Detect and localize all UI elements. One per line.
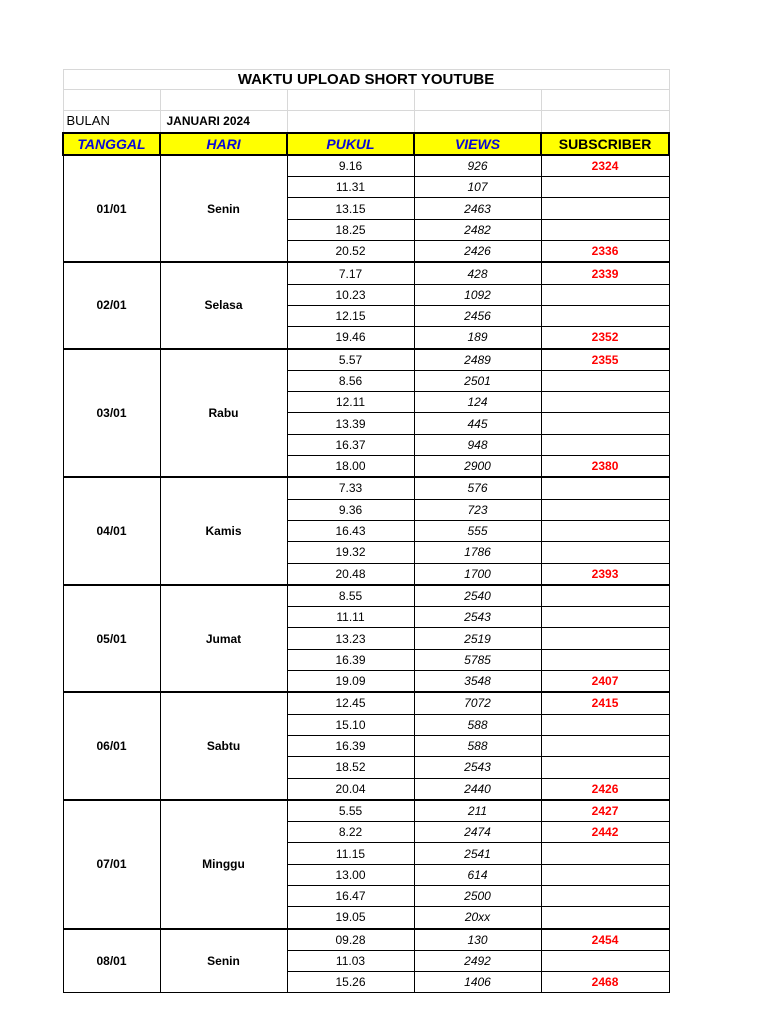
- day-cell[interactable]: Rabu: [160, 349, 287, 478]
- subscriber-cell[interactable]: 2339: [541, 262, 669, 284]
- views-cell[interactable]: 1092: [414, 284, 541, 305]
- table-row: [63, 692, 669, 714]
- views-cell[interactable]: 2519: [414, 628, 541, 649]
- date-cell[interactable]: 03/01: [63, 349, 160, 478]
- table-row: [63, 929, 669, 951]
- subscriber-cell[interactable]: [541, 628, 669, 649]
- time-cell[interactable]: 8.55: [287, 585, 414, 607]
- views-cell[interactable]: 555: [414, 520, 541, 541]
- day-cell[interactable]: Sabtu: [160, 692, 287, 799]
- month-row: [63, 111, 669, 133]
- subscriber-cell[interactable]: [541, 499, 669, 520]
- month-label[interactable]: BULAN: [63, 111, 160, 133]
- subscriber-cell[interactable]: 2393: [541, 563, 669, 585]
- time-cell[interactable]: 15.26: [287, 972, 414, 993]
- views-cell[interactable]: 588: [414, 735, 541, 756]
- time-cell[interactable]: 13.23: [287, 628, 414, 649]
- views-cell[interactable]: 2900: [414, 456, 541, 478]
- subscriber-cell[interactable]: [541, 907, 669, 929]
- views-cell[interactable]: 3548: [414, 671, 541, 693]
- views-cell[interactable]: 1700: [414, 563, 541, 585]
- day-cell[interactable]: Selasa: [160, 262, 287, 348]
- views-cell[interactable]: 2426: [414, 241, 541, 263]
- subscriber-cell[interactable]: 2454: [541, 929, 669, 951]
- subscriber-cell[interactable]: 2415: [541, 692, 669, 714]
- day-cell[interactable]: Senin: [160, 929, 287, 993]
- views-cell[interactable]: 2482: [414, 219, 541, 240]
- views-cell[interactable]: 1786: [414, 542, 541, 563]
- views-cell[interactable]: 2474: [414, 822, 541, 843]
- views-cell[interactable]: 2440: [414, 778, 541, 800]
- time-cell[interactable]: 7.33: [287, 477, 414, 499]
- subscriber-cell[interactable]: [541, 434, 669, 455]
- time-cell[interactable]: 13.00: [287, 864, 414, 885]
- date-cell[interactable]: 08/01: [63, 929, 160, 993]
- subscriber-cell[interactable]: [541, 392, 669, 413]
- empty-cell[interactable]: [414, 111, 541, 133]
- time-cell[interactable]: 9.36: [287, 499, 414, 520]
- views-cell[interactable]: 2543: [414, 607, 541, 628]
- upload-time-spreadsheet: [62, 69, 670, 993]
- empty-cell[interactable]: [63, 90, 160, 111]
- header-tanggal[interactable]: TANGGAL: [63, 133, 160, 155]
- views-cell[interactable]: 2541: [414, 843, 541, 864]
- subscriber-cell[interactable]: 2407: [541, 671, 669, 693]
- time-cell[interactable]: 16.43: [287, 520, 414, 541]
- time-cell[interactable]: 20.04: [287, 778, 414, 800]
- table-row: [63, 585, 669, 607]
- table-row: [63, 155, 669, 177]
- time-cell[interactable]: 20.48: [287, 563, 414, 585]
- views-cell[interactable]: 588: [414, 714, 541, 735]
- subscriber-cell[interactable]: 2324: [541, 155, 669, 177]
- header-views[interactable]: VIEWS: [414, 133, 541, 155]
- time-cell[interactable]: 20.52: [287, 241, 414, 263]
- time-cell[interactable]: 19.09: [287, 671, 414, 693]
- time-cell[interactable]: 18.25: [287, 219, 414, 240]
- header-pukul[interactable]: PUKUL: [287, 133, 414, 155]
- subscriber-cell[interactable]: [541, 714, 669, 735]
- views-cell[interactable]: 211: [414, 800, 541, 822]
- time-cell[interactable]: 12.15: [287, 305, 414, 326]
- views-cell[interactable]: 2540: [414, 585, 541, 607]
- time-cell[interactable]: 11.11: [287, 607, 414, 628]
- time-cell[interactable]: 09.28: [287, 929, 414, 951]
- time-cell[interactable]: 16.39: [287, 649, 414, 670]
- time-cell[interactable]: 18.52: [287, 757, 414, 778]
- time-cell[interactable]: 7.17: [287, 262, 414, 284]
- time-cell[interactable]: 16.47: [287, 885, 414, 906]
- time-cell[interactable]: 9.16: [287, 155, 414, 177]
- views-cell[interactable]: 723: [414, 499, 541, 520]
- views-cell[interactable]: 2500: [414, 885, 541, 906]
- time-cell[interactable]: 11.15: [287, 843, 414, 864]
- empty-cell[interactable]: [287, 111, 414, 133]
- subscriber-cell[interactable]: 2426: [541, 778, 669, 800]
- views-cell[interactable]: 576: [414, 477, 541, 499]
- subscriber-cell[interactable]: 2442: [541, 822, 669, 843]
- date-cell[interactable]: 05/01: [63, 585, 160, 692]
- views-cell[interactable]: 2456: [414, 305, 541, 326]
- views-cell[interactable]: 2463: [414, 198, 541, 219]
- sheet-title[interactable]: WAKTU UPLOAD SHORT YOUTUBE: [63, 70, 669, 90]
- subscriber-cell[interactable]: 2427: [541, 800, 669, 822]
- time-cell[interactable]: 18.00: [287, 456, 414, 478]
- views-cell[interactable]: 124: [414, 392, 541, 413]
- month-value[interactable]: JANUARI 2024: [160, 111, 287, 133]
- time-cell[interactable]: 8.22: [287, 822, 414, 843]
- empty-cell[interactable]: [541, 90, 669, 111]
- empty-cell[interactable]: [414, 90, 541, 111]
- views-cell[interactable]: 189: [414, 327, 541, 349]
- subscriber-cell[interactable]: [541, 177, 669, 198]
- subscriber-cell[interactable]: [541, 864, 669, 885]
- date-cell[interactable]: 02/01: [63, 262, 160, 348]
- day-cell[interactable]: Kamis: [160, 477, 287, 584]
- subscriber-cell[interactable]: 2380: [541, 456, 669, 478]
- date-cell[interactable]: 04/01: [63, 477, 160, 584]
- time-cell[interactable]: 10.23: [287, 284, 414, 305]
- subscriber-cell[interactable]: 2336: [541, 241, 669, 263]
- table-row: [63, 800, 669, 822]
- time-cell[interactable]: 12.11: [287, 392, 414, 413]
- blank-row: [63, 90, 669, 111]
- subscriber-cell[interactable]: [541, 757, 669, 778]
- views-cell[interactable]: 445: [414, 413, 541, 434]
- time-cell[interactable]: 12.45: [287, 692, 414, 714]
- time-cell[interactable]: 5.55: [287, 800, 414, 822]
- subscriber-cell[interactable]: [541, 843, 669, 864]
- date-cell[interactable]: 01/01: [63, 155, 160, 262]
- views-cell[interactable]: 948: [414, 434, 541, 455]
- day-cell[interactable]: Jumat: [160, 585, 287, 692]
- views-cell[interactable]: 7072: [414, 692, 541, 714]
- date-cell[interactable]: 07/01: [63, 800, 160, 929]
- title-row: [63, 70, 669, 90]
- time-cell[interactable]: 13.39: [287, 413, 414, 434]
- views-cell[interactable]: 428: [414, 262, 541, 284]
- time-cell[interactable]: 13.15: [287, 198, 414, 219]
- time-cell[interactable]: 19.46: [287, 327, 414, 349]
- views-cell[interactable]: 2492: [414, 950, 541, 971]
- subscriber-cell[interactable]: 2468: [541, 972, 669, 993]
- time-cell[interactable]: 11.03: [287, 950, 414, 971]
- subscriber-cell[interactable]: [541, 520, 669, 541]
- views-cell[interactable]: 926: [414, 155, 541, 177]
- empty-cell[interactable]: [287, 90, 414, 111]
- time-cell[interactable]: 8.56: [287, 370, 414, 391]
- subscriber-cell[interactable]: [541, 413, 669, 434]
- views-cell[interactable]: 2501: [414, 370, 541, 391]
- header-subscriber[interactable]: SUBSCRIBER: [541, 133, 669, 155]
- subscriber-cell[interactable]: [541, 370, 669, 391]
- table-row: [63, 477, 669, 499]
- subscriber-cell[interactable]: [541, 477, 669, 499]
- subscriber-cell[interactable]: 2352: [541, 327, 669, 349]
- time-cell[interactable]: 5.57: [287, 349, 414, 371]
- header-row: [63, 133, 669, 155]
- date-cell[interactable]: 06/01: [63, 692, 160, 799]
- subscriber-cell[interactable]: [541, 649, 669, 670]
- subscriber-cell[interactable]: [541, 607, 669, 628]
- subscriber-cell[interactable]: [541, 735, 669, 756]
- header-hari[interactable]: HARI: [160, 133, 287, 155]
- subscriber-cell[interactable]: [541, 305, 669, 326]
- time-cell[interactable]: 11.31: [287, 177, 414, 198]
- subscriber-cell[interactable]: [541, 284, 669, 305]
- table-row: [63, 349, 669, 371]
- subscriber-cell[interactable]: [541, 198, 669, 219]
- empty-cell[interactable]: [160, 90, 287, 111]
- day-cell[interactable]: Minggu: [160, 800, 287, 929]
- views-cell[interactable]: 614: [414, 864, 541, 885]
- day-cell[interactable]: Senin: [160, 155, 287, 262]
- views-cell[interactable]: 107: [414, 177, 541, 198]
- views-cell[interactable]: 2543: [414, 757, 541, 778]
- subscriber-cell[interactable]: 2355: [541, 349, 669, 371]
- subscriber-cell[interactable]: [541, 219, 669, 240]
- time-cell[interactable]: 16.37: [287, 434, 414, 455]
- time-cell[interactable]: 19.32: [287, 542, 414, 563]
- time-cell[interactable]: 19.05: [287, 907, 414, 929]
- subscriber-cell[interactable]: [541, 585, 669, 607]
- subscriber-cell[interactable]: [541, 885, 669, 906]
- table-row: [63, 262, 669, 284]
- time-cell[interactable]: 15.10: [287, 714, 414, 735]
- subscriber-cell[interactable]: [541, 542, 669, 563]
- subscriber-cell[interactable]: [541, 950, 669, 971]
- views-cell[interactable]: 5785: [414, 649, 541, 670]
- views-cell[interactable]: 1406: [414, 972, 541, 993]
- views-cell[interactable]: 20xx: [414, 907, 541, 929]
- empty-cell[interactable]: [541, 111, 669, 133]
- views-cell[interactable]: 2489: [414, 349, 541, 371]
- views-cell[interactable]: 130: [414, 929, 541, 951]
- time-cell[interactable]: 16.39: [287, 735, 414, 756]
